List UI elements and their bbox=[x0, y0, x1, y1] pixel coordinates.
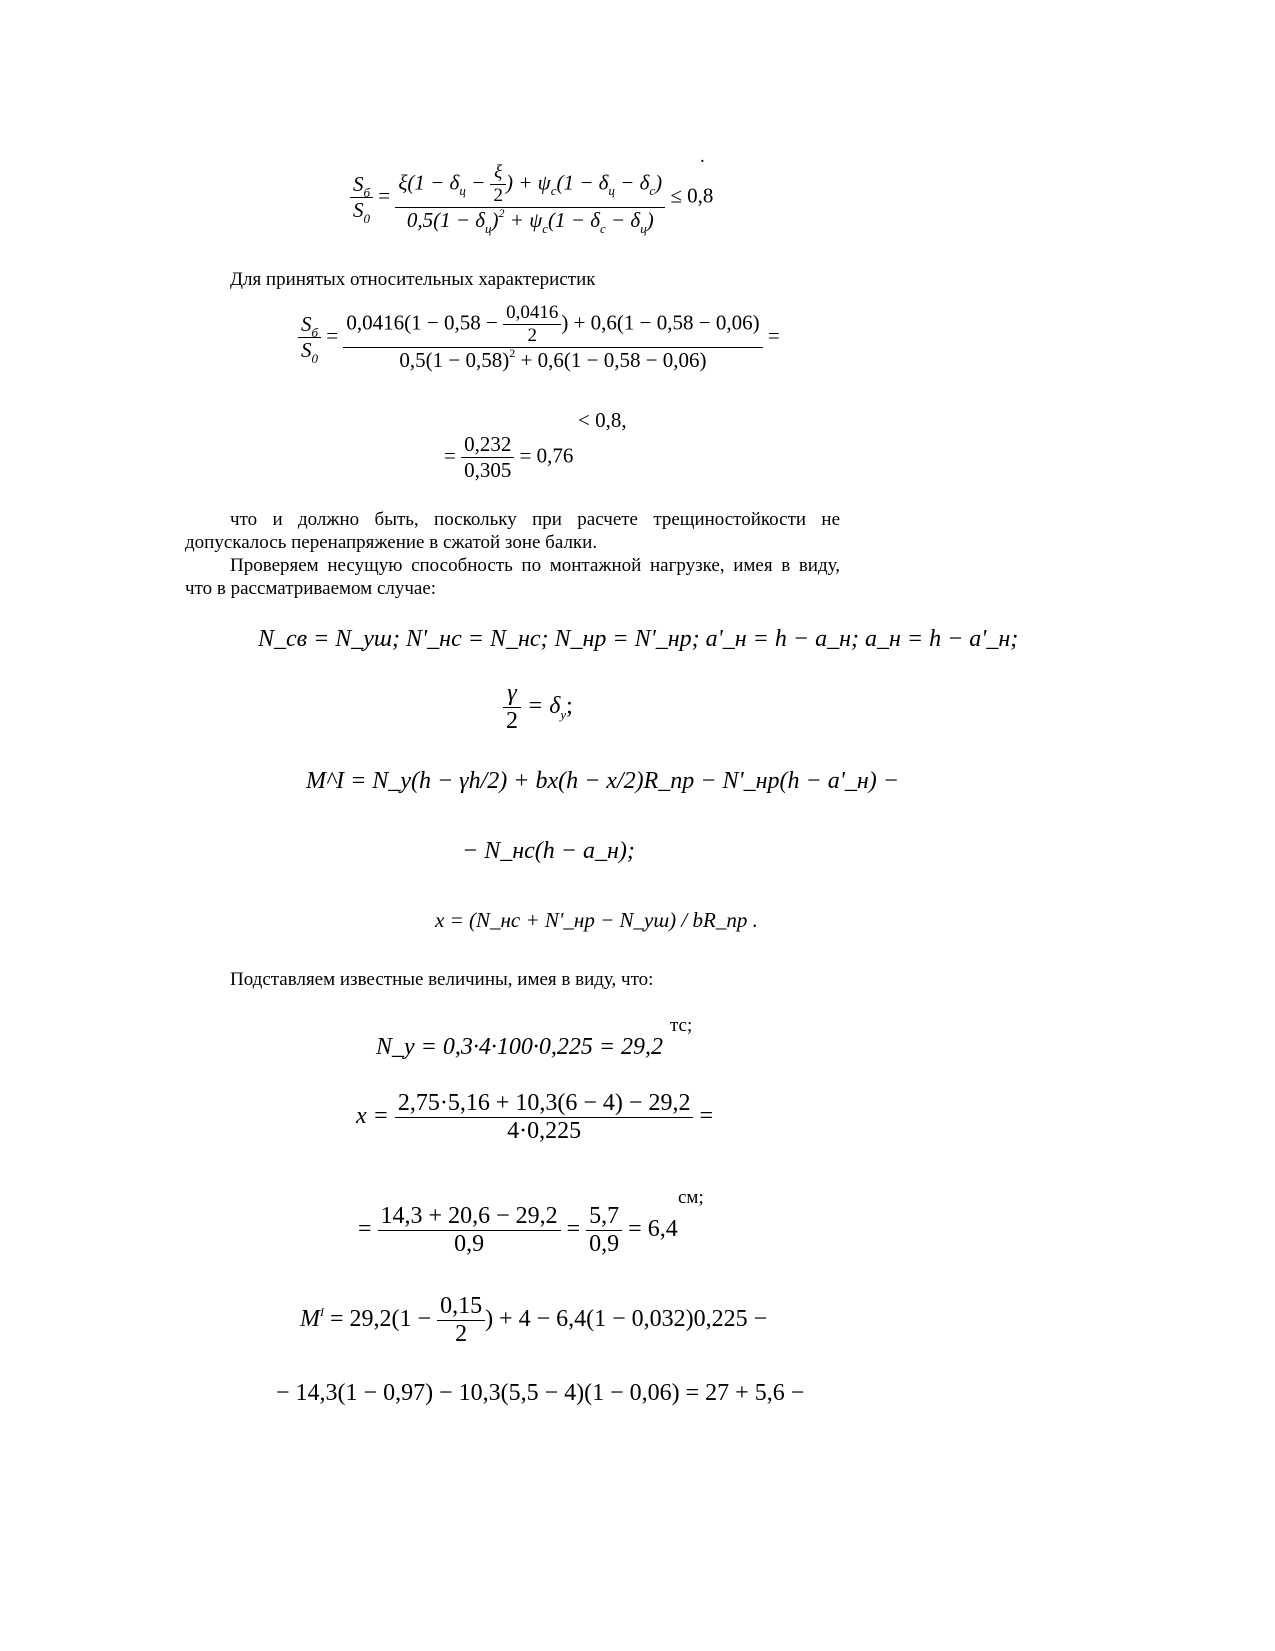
formula-8: x = (N_нс + N'_нр − N_уш) / bR_пр . bbox=[435, 908, 758, 932]
formula-9-unit: тс; bbox=[670, 1015, 693, 1036]
paragraph-1: Для принятых относительных характеристик bbox=[230, 269, 596, 290]
formula-2-lhs: $\frac{S_б}{S_0}$ bbox=[298, 312, 321, 363]
formula-1: $\frac{S_б}{S_0}$ = $\xi(1 - \delta_ц$ − $\frac{\xi}{2}$ ) + $\psi_c(1 - \delta_ц - \delta_c)$ $0,5(1 - \delta_ц)^2 + \psi_c(1 - \delta_c - \delta_ц)$ ≤ 0,8 bbox=[350, 162, 713, 233]
formula-1-lhs: $\frac{S_б}{S_0}$ bbox=[350, 172, 373, 223]
formula-10: x = $\frac{2,75\cdot 5,16 + 10,3(6 - 4) - 29,2}{4\cdot 0,225}$ = bbox=[356, 1090, 713, 1144]
paragraph-2: что и должно быть, поскольку при расчете трещиностойкости не допускалось перенапряжение в сжатой зоне балки. bbox=[185, 509, 840, 553]
dot-mark: . bbox=[700, 146, 705, 167]
formula-3-condition: < 0,8, bbox=[578, 408, 627, 432]
formula-7: − N_нс(h − a_н); bbox=[462, 838, 635, 864]
formula-12: $M^I = 29,2(1$ − $\frac{0,15}{2}$ ) + 4 − 6,4(1 − 0,032)0,225 − bbox=[300, 1293, 768, 1347]
formula-2: $\frac{S_б}{S_0}$ = 0,0416(1 − 0,58 − $\frac{0,0416}{2}$ ) + 0,6(1 − 0,58 − 0,06) $0,5(1 - 0,58)^2 + 0,6(1 - 0,58 - 0,06)$ = bbox=[298, 302, 780, 373]
formula-11: = $\frac{14,3 + 20,6 - 29,2}{0,9}$ = $\frac{5,7}{0,9}$ = 6,4 bbox=[358, 1203, 678, 1257]
formula-6: M^I = N_у(h − γh/2) + bx(h − x/2)R_пр − N'_нр(h − a'_н) − bbox=[306, 768, 899, 794]
formula-1-main-fraction: $\xi(1 - \delta_ц$ − $\frac{\xi}{2}$ ) + $\psi_c(1 - \delta_ц - \delta_c)$ $0,5(1 - \delta_ц)^2 + \psi_c(1 - \delta_c - \delta_ц)$ bbox=[395, 162, 665, 233]
formula-5: $\frac{\gamma}{2}$ = $\delta_у$; bbox=[503, 680, 573, 735]
formula-9: N_у = 0,3·4·100·0,225 = 29,2 bbox=[376, 1034, 664, 1060]
paragraph-3: Проверяем несущую способность по монтажной нагрузке, имея в виду, что в рассматриваемом случае: bbox=[185, 555, 840, 599]
formula-1-rhs: ≤ 0,8 bbox=[670, 183, 714, 208]
formula-2-small-fraction: $\frac{0,0416}{2}$ bbox=[503, 302, 561, 347]
formula-11-unit: см; bbox=[678, 1187, 704, 1208]
formula-13: − 14,3(1 − 0,97) − 10,3(5,5 − 4)(1 − 0,06) = 27 + 5,6 − bbox=[276, 1380, 805, 1406]
paragraph-4: Подставляем известные величины, имея в виду, что: bbox=[230, 969, 654, 990]
formula-1-xi-fraction: $\frac{\xi}{2}$ bbox=[490, 162, 506, 207]
formula-2-main-fraction: 0,0416(1 − 0,58 − $\frac{0,0416}{2}$ ) + 0,6(1 − 0,58 − 0,06) $0,5(1 - 0,58)^2 + 0,6(1 - 0,58 - 0,06)$ bbox=[343, 302, 762, 373]
formula-3: = $\frac{0,232}{0,305}$ = 0,76 bbox=[444, 432, 574, 482]
formula-4: N_св = N_уш; N'_нс = N_нс; N_нр = N'_нр; a'_н = h − a_н; a_н = h − a'_н; bbox=[258, 626, 1019, 652]
